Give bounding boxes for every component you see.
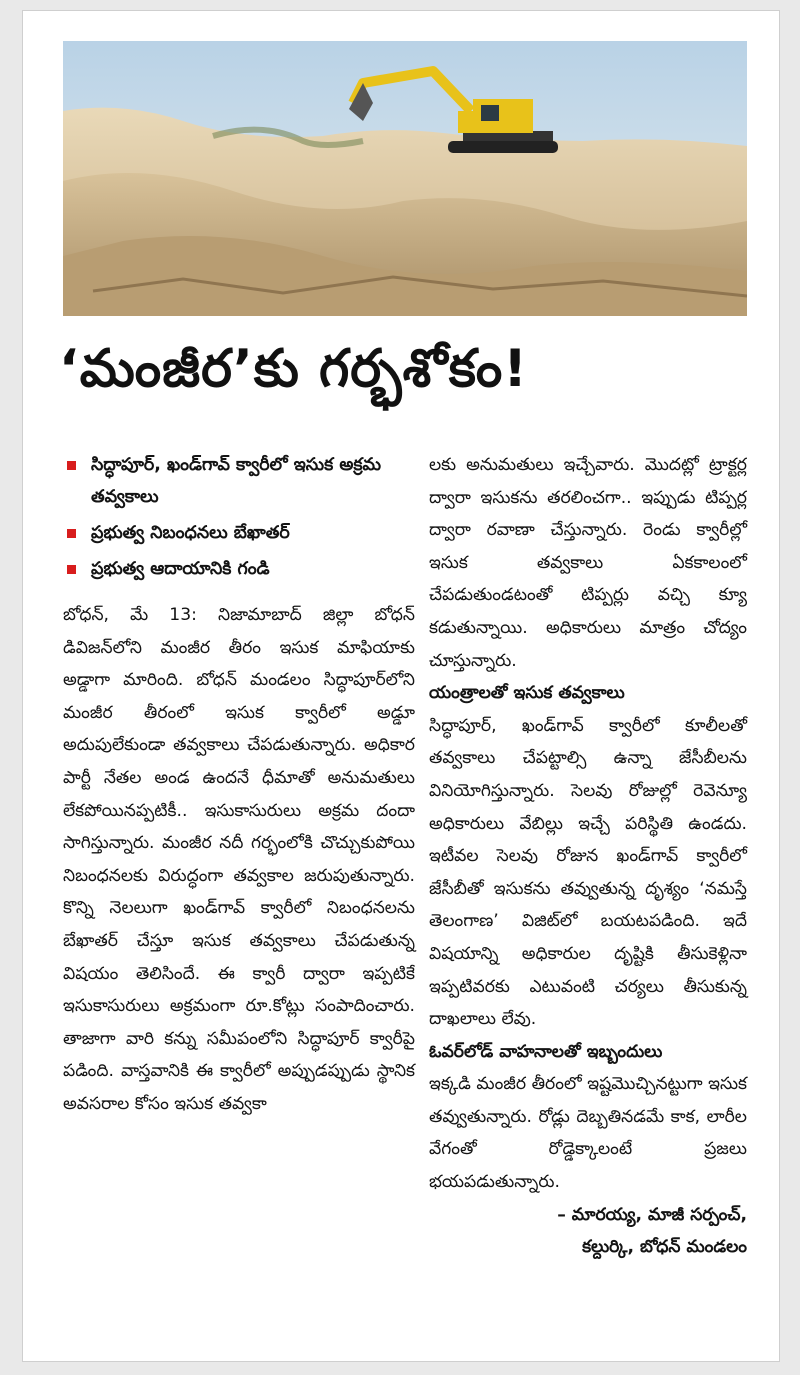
news-clipping (22, 10, 780, 1362)
list-item: సిద్ధాపూర్‌, ఖండ్‌గావ్‌ క్వారీలో ఇసుక అక్రమ తవ్వకాలు (63, 449, 415, 513)
section-heading: యంత్రాలతో ఇసుక తవ్వకాలు (429, 683, 625, 704)
right-column (429, 449, 747, 1264)
quote-attribution-place: కల్దుర్కి, బోధన్‌ మండలం (582, 1237, 747, 1258)
sand-quarry-illustration (63, 41, 747, 316)
body-paragraph: బోధన్‌, మే 13: నిజామాబాద్‌ జిల్లా బోధన్‌ డివిజన్‌లోని మంజీర తీరం ఇసుక మాఫియాకు అడ్డాగా మారింది. బోధన్‌ మండలం సిద్ధాపూర్‌లోని మంజీర తీరంలో ఇసుక క్వారీలో అడ్డూ అదుపులేకుండా తవ్వకాలు చేపడుతున్నారు. అధికార పార్టీ నేతల అండ ఉందనే ధీమాతో అనుమతులు లేకపోయినప్పటికీ.. ఇసుకాసురులు అక్రమ దందా సాగిస్తున్నారు. మంజీర నదీ గర్భంలోకి చొచ్చుకుపోయి నిబంధనలకు విరుద్ధంగా తవ్వకాల జరుపుతున్నారు. కొన్ని నెలలుగా ఖండ్‌గావ్‌ క్వారీలో నిబంధనలను బేఖాతర్‌ చేస్తూ ఇసుక తవ్వకాలు చేపడుతున్న విషయం తెలిసిందే. ఈ క్వారీ ద్వారా ఇప్పటికే ఇసుకాసురులు అక్రమంగా రూ.కోట్లు సంపాదించారు. తాజాగా వారి కన్ను సమీపంలోని సిద్ధాపూర్‌ క్వారీపై పడింది. వాస్తవానికి ఈ క్వారీలో అప్పుడప్పుడు స్థానిక అవసరాల కోసం ఇసుక తవ్వకా (63, 605, 415, 1114)
body-paragraph: సిద్ధాపూర్‌, ఖండ్‌గావ్‌ క్వారీలో కూలీలతో తవ్వకాలు చేపట్టాల్సి ఉన్నా జేసీబీలను వినియోగిస్తున్నారు. సెలవు రోజుల్లో రెవెన్యూ అధికారులు వేబిల్లు ఇచ్చే పరిస్థితి ఉండదు. ఇటీవల సెలవు రోజున ఖండ్‌గావ్‌ క్వారీలో జేసీబీతో ఇసుకను తవ్వుతున్న దృశ్యం ‘నమస్తే తెలంగాణ’ విజిట్‌లో బయటపడింది. ఇదే విషయాన్ని అధికారుల దృష్టికి తీసుకెళ్లినా ఇప్పటివరకు ఎటువంటి చర్యలు తీసుకున్న దాఖలాలు లేవు. (429, 715, 747, 1030)
body-paragraph: లకు అనుమతులు ఇచ్చేవారు. మొదట్లో ట్రాక్టర్ల ద్వారా ఇసుకను తరలించగా.. ఇప్పుడు టిప్పర్ల ద్వారా రవాణా చేస్తున్నారు. రెండు క్వారీల్లో ఇసుక తవ్వకాలు ఏకకాలంలో చేపడుతుండటంతో టిప్పర్లు వచ్చి క్యూ కడుతున్నాయి. అధికారులు మాత్రం చోద్యం చూస్తున్నారు. (429, 455, 747, 671)
bullet-square-icon (67, 461, 76, 470)
quote-attribution: – మారయ్య, మాజీ సర్పంచ్‌, (557, 1204, 747, 1225)
bullet-square-icon (67, 565, 76, 574)
page-title: ‘మంజీర’కు గర్భశోకం! (59, 339, 528, 399)
highlight-list (63, 449, 415, 585)
left-column (63, 449, 415, 1121)
section-heading: ఓవర్‌లోడ్‌ వాహనాలతో ఇబ్బందులు (429, 1041, 663, 1062)
excavator-photo (63, 41, 747, 316)
list-item: ప్రభుత్వ ఆదాయానికి గండి (63, 553, 415, 585)
bullet-square-icon (67, 529, 76, 538)
body-paragraph: ఇక్కడి మంజీర తీరంలో ఇష్టమొచ్చినట్టుగా ఇసుక తవ్వుతున్నారు. రోడ్లు దెబ్బతినడమే కాక, లారీల వేగంతో రోడ్డెక్కాలంటే ప్రజలు భయపడుతున్నారు. (429, 1074, 747, 1193)
list-item: ప్రభుత్వ నిబంధనలు బేఖాతర్‌ (63, 517, 415, 549)
